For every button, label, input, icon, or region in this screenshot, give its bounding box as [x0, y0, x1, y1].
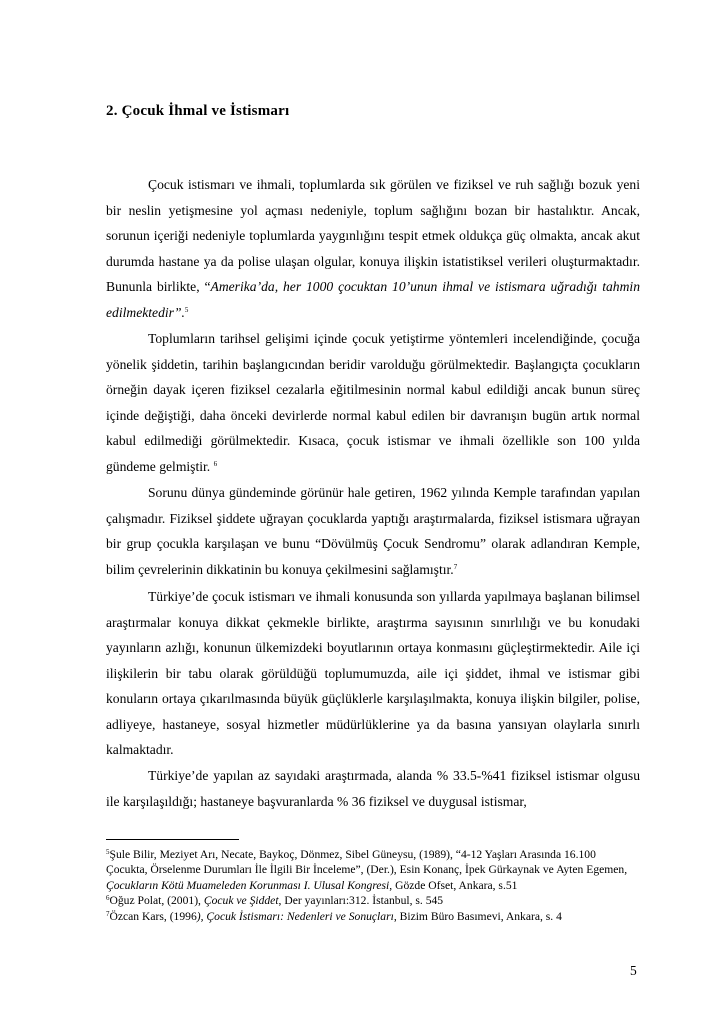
- quote-text: Amerika’da, her 1000 çocuktan 10’unun ihmal ve istismara uğradığı tahmin edilmektedir”.: [106, 279, 640, 320]
- footnote-title: Çocuk ve Şiddet: [203, 894, 279, 908]
- footnote-divider: [106, 839, 239, 840]
- footnote-6: [106, 893, 640, 908]
- footnote-ref[interactable]: 5: [184, 305, 189, 314]
- paragraph-4: [106, 584, 640, 763]
- paragraph-1: [106, 172, 640, 325]
- footnote-ref[interactable]: 6: [213, 459, 218, 468]
- paragraph-3: [106, 480, 640, 582]
- footnote-text: , Gözde Ofset, Ankara, s.51: [389, 878, 518, 892]
- footnote-ref[interactable]: 7: [453, 562, 458, 571]
- paragraph-text: Toplumların tarihsel gelişimi içinde çocuk yetiştirme yöntemleri incelendiğinde, çocuğa yönelik şiddetin, tarihin başlangıcından beridir varolduğu görülmektedir. Başlangıçta çocukların örneğin dayak içeren fiziksel cezalarla eğitilmesinin normal kabul edildiği ancak bunun süreç içinde değiştiği, daha önceki devirlerde normal kabul edilen bir davranışın bugün artık normal kabul edilmediği görülmektedir. Kısaca, çocuk istismar ve ihmali özellikle son 100 yılda gündeme gelmiştir.: [106, 331, 640, 474]
- paragraph-text: Sorunu dünya gündeminde görünür hale getiren, 1962 yılında Kemple tarafından yapılan çalışmadır. Fiziksel şiddete uğrayan çocuklarda yaptığı araştırmalarda, fiziksel istismara uğrayan bir grup çocukla karşılaşan ve bunu “Dövülmüş Çocuk Sendromu” olarak adlandıran Kemple, bilim çevrelerinin dikkatinin bu konuya çekilmesini sağlamıştır.: [106, 485, 640, 577]
- footnote-text: , Der yayınları:312. İstanbul, s. 545: [278, 894, 444, 908]
- page-number: 5: [630, 963, 637, 978]
- footnote-text: Özcan Kars, (1996: [109, 909, 197, 923]
- footnote-text: Şule Bilir, Meziyet Arı, Necate, Baykoç, Dönmez, Sibel Güneysu, (1989), “4-12 Yaşları Arasında 16.100 Çocukta, Örselenme Durumları İle İlgili Bir İnceleme”, (Der.), Esin Konanç, İpek Gürkaynak ve Ayten Egemen,: [106, 848, 628, 877]
- paragraph-5: [106, 763, 640, 814]
- footnote-7: [106, 909, 640, 924]
- section-heading: 2. Çocuk İhmal ve İstismarı: [106, 103, 290, 119]
- paragraph-text: Çocuk istismarı ve ihmali, toplumlarda sık görülen ve fiziksel ve ruh sağlığı bozuk yeni bir neslin yetişmesine yol açması nedeniyle, toplum sağlığını bozan bir hastalıktır. Ancak, sorunun içeriği nedeniyle toplumlarda yaygınlığını tespit etmek oldukça güç olmakta, ancak akut durumda hastane ya da polise ulaşan olgular, konuya ilişkin istatistiksel verileri oluşturmaktadır. Bununla birlikte, “: [106, 177, 640, 294]
- footnote-5: [106, 847, 640, 893]
- footnote-title: Çocukların Kötü Muameleden Korunması I. Ulusal Kongresi: [106, 878, 390, 892]
- footnote-number: 5: [106, 848, 110, 856]
- footnote-number: 6: [106, 894, 110, 903]
- footnotes: [106, 847, 640, 924]
- footnote-text: Oğuz Polat, (2001),: [109, 894, 204, 908]
- paragraph-text: Türkiye’de yapılan az sayıdaki araştırmada, alanda % 33.5-%41 fiziksel istismar olgusu ile karşılaşıldığı; hastaneye başvuranlarda % 36 fiziksel ve duygusal istismar,: [106, 768, 640, 809]
- footnote-text: , Bizim Büro Basımevi, Ankara, s. 4: [393, 909, 562, 923]
- paragraph-2: [106, 326, 640, 479]
- footnote-number: 7: [106, 909, 110, 918]
- footnote-title: ), Çocuk İstismarı: Nedenleri ve Sonuçları: [196, 909, 394, 923]
- paragraph-text: Türkiye’de çocuk istismarı ve ihmali konusunda son yıllarda yapılmaya başlanan bilimsel araştırmalar konuya dikkat çekmekle birlikte, araştırma sayısının sınırlılığı ve bu konudaki yayınların azlığı, konunun ülkemizdeki boyutlarının ortaya konmasını güçleştirmektedir. Aile içi ilişkilerin bir tabu olarak görüldüğü toplumumuzda, aile içi şiddet, ihmal ve istismar gibi konuların ortaya çıkarılmasında büyük güçlüklerle karşılaşılmakta, konuya ilişkin bilgiler, polise, adliyeye, hastaneye, sosyal hizmetler müdürlüklerine ya da basına yansıyan olaylarla sınırlı kalmaktadır.: [106, 589, 640, 757]
